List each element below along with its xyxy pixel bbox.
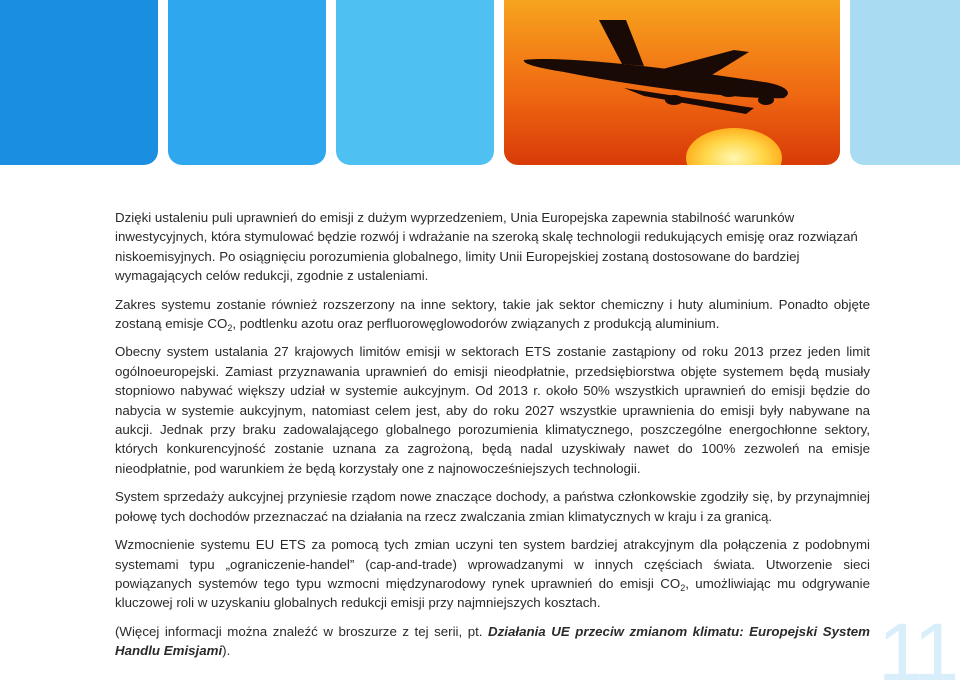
brochure-title: Działania UE przeciw zmianom klimatu: Europejski System Handlu Emisjami xyxy=(115,623,871,659)
paragraph-5: Wzmocnienie systemu EU ETS za pomocą tych zmian uczyni ten system bardziej atrakcyjnym dla połączenia z podobnymi systemami typu „ograniczenie-handel” (cap-and-trade) wprowadzanymi w innych częściach świata. Utworzenie sieci powiązanych systemów tego typu wzmocni międzynarodowy rynek uprawnień do emisji $CO_2$, umożliwiając mu odgrywanie kluczowej roli w uzyskaniu globalnych redukcji emisji przy najmniejszych kosztach. xyxy=(115,537,870,611)
header-band-2 xyxy=(168,0,326,165)
header-photo-airplane xyxy=(504,0,840,165)
header-band-5 xyxy=(850,0,960,165)
paragraph-3: Obecny system ustalania 27 krajowych limitów emisji w sektorach ETS zostanie zastąpiony od roku 2013 przez jeden limit ogólnoeuropejski. Zamiast przyznawania uprawnień do emisji nieodpłatnie, przedsiębiorstwa objęte systemem będą musiały stopniowo nabywać większy udział w systemie aukcyjnym. Od 2013 r. około 50% wszystkich uprawnień do emisji będzie do nabycia w systemie aukcyjnym, natomiast celem jest, aby do roku 2027 wszystkie uprawnienia do emisji były nabywane na aukcji. Jednak przy braku zadowalającego globalnego porozumienia klimatycznego, poszczególne energochłonne sektory, których konkurencyjność zostanie uznana za zagrożoną, będą nadal uzyskiwały nawet do 100% zezwoleń na emisje nieodpłatnie, pod warunkiem że będą korzystały one z najnowocześniejszych technologii. xyxy=(115,344,870,476)
header-band-1 xyxy=(0,0,158,165)
paragraph-2: Zakres systemu zostanie również rozszerzony na inne sektory, takie jak sektor chemiczny i huty aluminium. Ponadto objęte zostaną emisje $CO_2$, podtlenku azotu oraz perfluorowęglowodorów związanych z produkcją aluminium. xyxy=(115,296,870,334)
body-text xyxy=(115,208,870,670)
paragraph-1: Dzięki ustaleniu puli uprawnień do emisji z dużym wyprzedzeniem, Unia Europejska zapewnia stabilność warunków inwestycyjnych, która stymulować będzie rozwój i wdrażanie na szeroką skalę technologii redukujących emisję oraz rozwiązań niskoemisyjnych. Po osiągnięciu porozumienia globalnego, limity Unii Europejskiej zostaną dostosowane do bardziej wymagających celów redukcji, zgodnie z ustaleniami. xyxy=(115,210,858,284)
airplane-sunset-image xyxy=(504,0,840,165)
page-number: 11 xyxy=(878,607,956,698)
header-band-3 xyxy=(336,0,494,165)
paragraph-4: System sprzedaży aukcyjnej przyniesie rządom nowe znaczące dochody, a państwa członkowskie zgodziły się, by przynajmniej połowę tych dochodów przeznaczać na działania na rzecz zwalczania zmian klimatycznych w kraju i za granicą. xyxy=(115,489,870,524)
header-banner xyxy=(0,0,960,165)
paragraph-reference: (Więcej informacji można znaleźć w broszurze z tej serii, pt. Działania UE przeciw zmianom klimatu: Europejski System Handlu Emisjami). xyxy=(115,623,871,659)
